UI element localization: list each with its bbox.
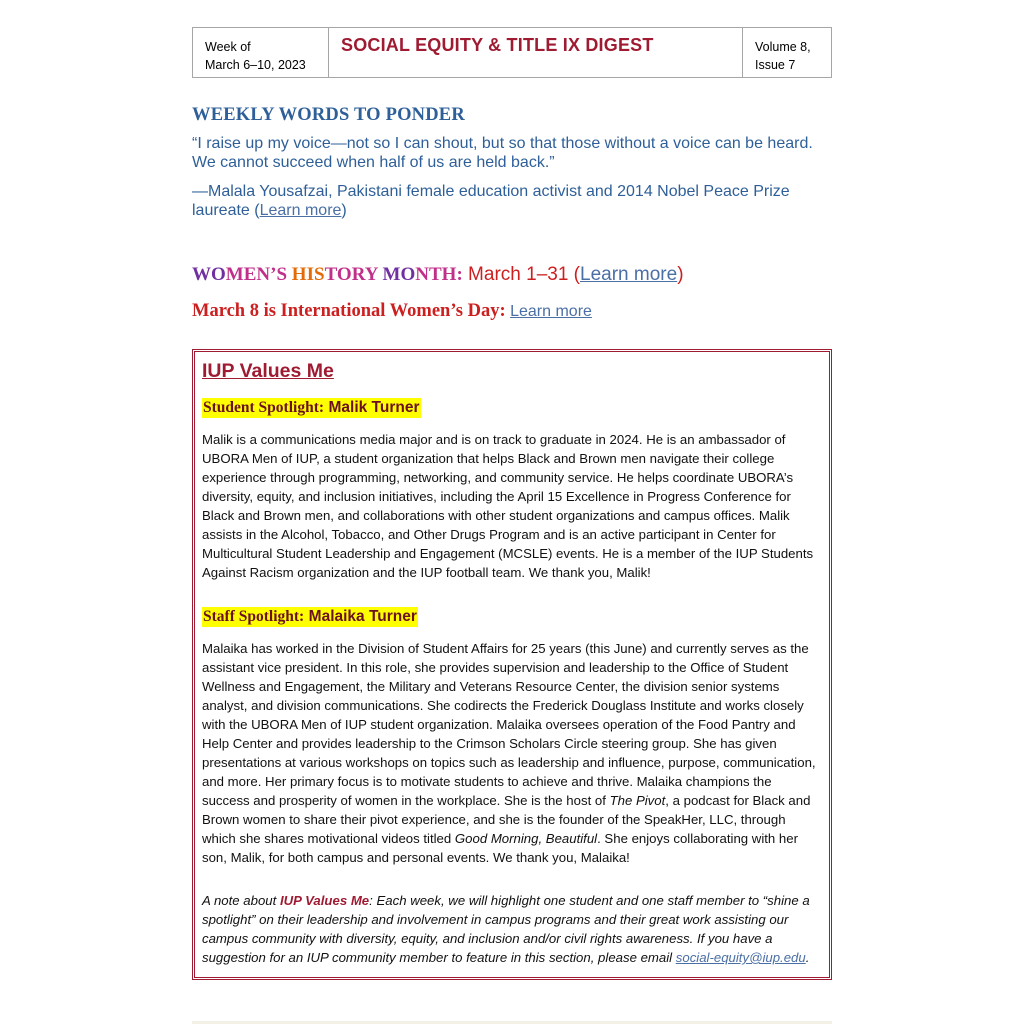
whm-letter: O	[336, 264, 352, 285]
womens-history-month	[192, 264, 832, 286]
staff-bio-part-3: . She enjoys collaborating with her son, Malik, for both campus and personal events. We thank you, Malaika!	[202, 831, 798, 865]
whm-letter: N	[256, 264, 271, 285]
whm-dates: March 1–31 (	[462, 264, 581, 285]
values-note	[202, 891, 821, 967]
student-spotlight-label: Student Spotlight:	[203, 399, 325, 416]
whm-letter: M	[225, 264, 244, 285]
staff-name: Malaika Turner	[308, 608, 417, 625]
whm-letter: M	[382, 264, 401, 285]
attribution-text: —Malala Yousafzai, Pakistani female education activist and 2014 Nobel Peace Prize laureate (	[192, 183, 790, 219]
whm-letter: :	[456, 264, 463, 285]
whm-letter: W	[192, 264, 211, 285]
week-dates: March 6–10, 2023	[205, 58, 306, 72]
iwd-learn-more-link[interactable]: Learn more	[510, 303, 592, 320]
student-bio: Malik is a communications media major and is on track to graduate in 2024. He is an ambassador of UBORA Men of IUP, a student organization that helps Black and Brown men navigate their college experience through programming, networking, and community service. He helps coordinate UBORA’s diversity, equity, and inclusion initiatives, including the April 15 Excellence in Progress Conference for Black and Brown men, and collaborations with other student organizations and campus offices. Malik assists in the Alcohol, Tobacco, and Other Drugs Program and is an active participant in Center for Multicultural Student Leadership and Engagement (MCSLE) events. He is a member of the IUP Students Against Racism organization and the IUP football team. We thank you, Malik!	[202, 432, 814, 580]
whm-letter: O	[211, 264, 226, 285]
student-name: Malik Turner	[328, 399, 420, 416]
whm-letter: T	[428, 264, 442, 285]
attribution-close: )	[341, 202, 347, 219]
whm-letter: Y	[364, 264, 378, 285]
volume-label: Volume 8,	[755, 40, 811, 54]
note-end: .	[805, 950, 810, 965]
newsletter-page	[192, 27, 832, 980]
ponder-learn-more-link[interactable]: Learn more	[259, 202, 342, 219]
whm-letter: ’	[270, 264, 277, 285]
week-cell	[193, 28, 329, 77]
whm-letter: H	[291, 264, 307, 285]
ponder-quote: “I raise up my voice—not so I can shout, but so that those without a voice can be heard. We cannot succeed when half of us are held back.”	[192, 135, 813, 171]
whm-letter: O	[400, 264, 416, 285]
whm-close: )	[677, 264, 684, 285]
staff-bio-part-1: Malaika has worked in the Division of Student Affairs for 25 years (this June) and currently serves as the assistant vice president. In this role, she provides supervision and leadership to the Office of Student Wellness and Engagement, the Military and Veterans Resource Center, the division senior systems analyst, and division communications. She codirects the Frederick Douglass Institute and works closely with the UBORA Men of IUP student organization. Malaika oversees operation of the Food Pantry and Help Center and provides leadership to the Crimson Scholars Circle steering group. She has given presentations at various workshops on topics such as leadership and influence, purpose, communication, and more. Her primary focus is to motivate students to achieve and thrive. Malaika champions the success and prosperity of women in the workplace. She is the host of	[202, 641, 816, 808]
issue-cell	[742, 28, 831, 77]
whm-learn-more-link[interactable]: Learn more	[580, 264, 678, 285]
international-womens-day	[192, 301, 832, 322]
staff-bio-part-2: , a podcast for Black and Brown women to share their pivot experience, and she is the founder of the SpeakHer, LLC, through which she shares motivational videos titled	[202, 793, 811, 846]
iwd-label: March 8 is International Women’s Day:	[192, 301, 506, 321]
whm-letter: R	[351, 264, 365, 285]
staff-spotlight-label: Staff Spotlight:	[203, 608, 305, 625]
whm-letter: H	[441, 264, 457, 285]
whm-letter: N	[415, 264, 429, 285]
newsletter-title: SOCIAL EQUITY & TITLE IX DIGEST	[341, 35, 654, 55]
whm-letter: S	[276, 264, 288, 285]
podcast-title: The Pivot	[609, 793, 666, 808]
staff-spotlight-heading	[202, 607, 418, 627]
video-title: Good Morning, Beautiful	[454, 831, 598, 846]
email-link[interactable]: social-equity@iup.edu	[675, 950, 806, 965]
issue-label: Issue 7	[755, 58, 796, 72]
week-label: Week of	[205, 40, 251, 54]
ponder-heading: WEEKLY WORDS TO PONDER	[192, 105, 465, 125]
whm-letter: S	[313, 264, 325, 285]
whm-letter: I	[306, 264, 314, 285]
values-title: IUP Values Me	[202, 360, 334, 382]
note-body: : Each week, we will highlight one student and one staff member to “shine a spotlight” on their leadership and involvement in campus programs and their great work assisting our campus community with diversity, equity, and inclusion and/or civil rights awareness. If you have a suggestion for an IUP community member to feature in this section, please email	[202, 893, 810, 965]
note-prefix: A note about	[202, 893, 280, 908]
masthead	[192, 27, 832, 78]
staff-bio	[202, 639, 821, 867]
womens-history-heading	[192, 264, 463, 285]
ponder-attribution	[192, 182, 832, 220]
student-spotlight-heading	[202, 398, 421, 418]
whm-letter: E	[243, 264, 257, 285]
whm-letter: T	[324, 264, 337, 285]
iup-values-me-box	[192, 349, 832, 980]
note-emphasis: IUP Values Me	[279, 893, 370, 908]
